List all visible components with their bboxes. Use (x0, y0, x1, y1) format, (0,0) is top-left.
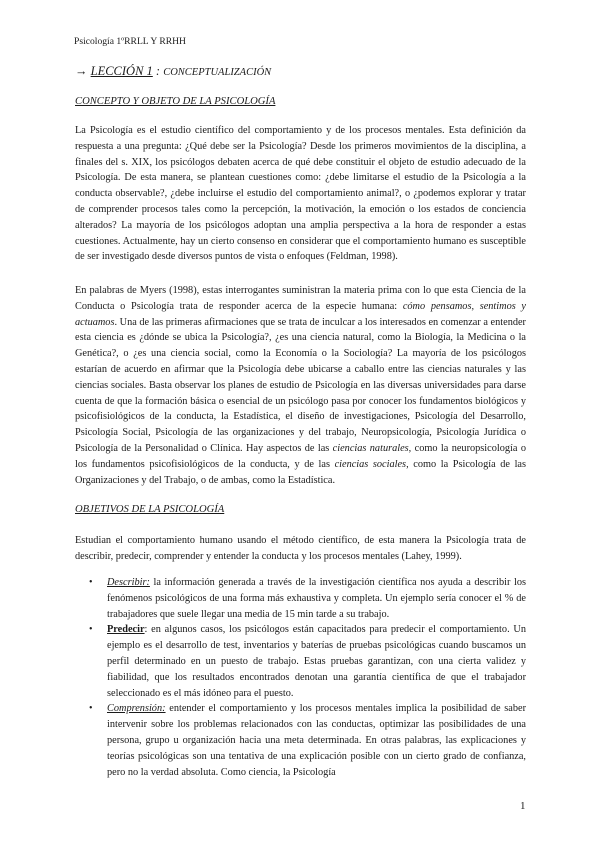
section-heading-concepto: CONCEPTO Y OBJETO DE LA PSICOLOGÍA (75, 96, 276, 107)
list-item-describir: • Describir: la información generada a través de la investigación científica nos ayuda a describir los fenómenos psicológicos de una forma más exhaustiva y completa. Un ejemplo sería conocer el % de trabajadores que suele llegar una media de 15 min tarde a su trabajo. (89, 577, 526, 620)
lesson-title (75, 64, 271, 79)
term-describir: Describir: (107, 577, 150, 588)
lesson-subtitle: CONCEPTUALIZACIÓN (163, 67, 272, 78)
paragraph-myers: En palabras de Myers (1998), estas interrogantes suministran la materia prima con lo que esta Ciencia de la Conducta o Psicología trata de responder acerca de la especie humana: cómo pensamos, sentimos y actuamos. Una de las primeras afirmaciones que se trata de inculcar a los interesados en comenzar a entender esta ciencia es ¿dónde se ubica la Psicología?, ¿es una ciencia natural, como la Biología, la Medicina o la Genética?, o ¿es una ciencia social, como la Economía o la Sociología? La mayoría de los psicólogos estarían de acuerdo en afirmar que la Psicología debe ubicarse a caballo entre las ciencias naturales y las ciencias sociales. Basta observar los planes de estudio de Psicología en las diversas universidades para darse cuenta de que la formación básica o esencial de un psicólogo pasa por conocer los fundamentos biológicos y psicofisiológicos de la conducta, la Estadística, el diseño de investigaciones, Psicología del Desarrollo, Psicología Social, Psicología de las organizaciones y del trabajo, Neuropsicología, Psicología Jurídica o Psicología de la Personalidad o Clínica. Hay aspectos de las ciencias naturales, como la neuropsicología o los fundamentos psicofisiológicos de la conducta, y de las ciencias sociales, como la Psicología de las Organizaciones y del Trabajo, o de ambas, como la Estadística. (75, 285, 527, 486)
page-number: 1 (520, 800, 526, 812)
list-item-comprension: • Comprensión: entender el comportamiento y los procesos mentales implica la posibilidad de saber intervenir sobre los problemas relacionados con las conductas, optimizar las posibilidades de una persona, grupo u organización hacia una meta determinada. En otras palabras, las explicaciones y teorías psicológicas son una tentativa de una explicación posible con un cierto grado de confianza, pero no la verdad absoluta. Como ciencia, la Psicología (89, 703, 526, 778)
term-predecir: Predecir (107, 624, 145, 636)
paragraph-objetivos: Estudian el comportamiento humano usando el método científico, de esta manera la Psicología trata de describir, predecir, comprender y entender la conducta y los procesos mentales (Lahey, 1999). (75, 535, 526, 562)
lesson-number: LECCIÓN 1 (90, 64, 153, 78)
arrow-icon: → (75, 64, 88, 78)
section-heading-objetivos: OBJETIVOS DE LA PSICOLOGÍA (75, 504, 225, 515)
bullet-icon: • (89, 577, 93, 588)
lesson-separator: : (152, 64, 164, 78)
paragraph-definition: La Psicología es el estudio científico del comportamiento y de los procesos mentales. Esta definición da respuesta a una pregunta: ¿Qué debe ser la Psicología? Desde los primeros movimientos de la disciplina, a finales del s. XIX, los psicólogos debaten acerca de qué debe constituir el objeto de estudio adecuado de la Psicología. De esta manera, se plantean cuestiones como: ¿debe limitarse el estudio de la Psicología a la conducta observable?, ¿debe incluirse el estudio del comportamiento animal?, o ¿podemos explorar y tratar de comprender procesos tales como la percepción, la motivación, la emoción o los estados de conciencia alterados? La mayoría de los psicólogos adoptan una amplia perspectiva a la hora de responder a estas cuestiones. Actualmente, hay un cierto consenso en considerar que el comportamiento humano es susceptible de ser investigado desde diversos puntos de vista o enfoques (Feldman, 1998). (75, 125, 526, 263)
list-item-predecir: • Predecir: en algunos casos, los psicólogos están capacitados para predecir el comportamiento. Un ejemplo es el desarrollo de test, inventarios y baterías de pruebas psicológicas cuando buscamos un perfil determinado en un puesto de trabajo. Estas pruebas garantizan, con una cierta validez y fiabilidad, que los resultados encontrados denotan una garantía científica de que el trabajador seleccionado es el más idóneo para el puesto. (89, 624, 526, 699)
term-comprension: Comprensión: (107, 703, 166, 715)
objectives-list (75, 575, 526, 780)
running-header: Psicología 1ºRRLL Y RRHH (74, 36, 186, 47)
bullet-icon: • (89, 703, 93, 715)
bullet-icon: • (89, 624, 93, 636)
